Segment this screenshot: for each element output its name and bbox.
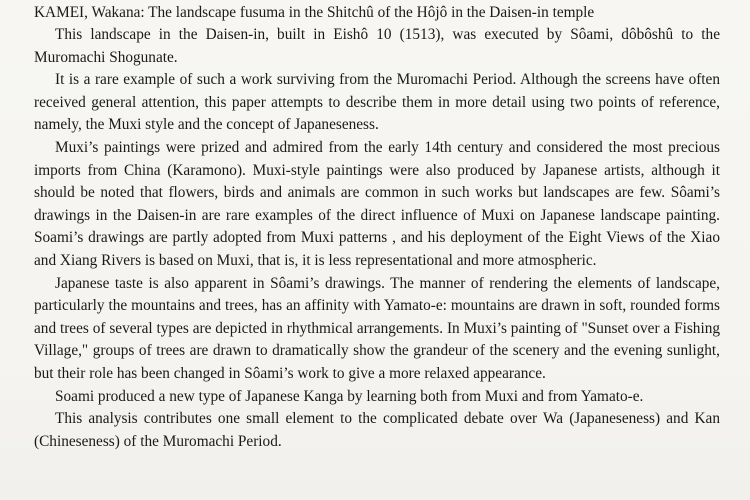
paragraph-5: Soami produced a new type of Japanese Kanga by learning both from Muxi and from Yamato-e.	[55, 387, 644, 405]
article-heading: KAMEI, Wakana: The landscape fusuma in the Shitchû of the Hôjô in the Daisen-in temple	[34, 4, 595, 21]
paragraph-4: Japanese taste is also apparent in Sôami’s drawings. The manner of rendering the elements of landscape, particularly the mountains and trees, has an affinity with Yamato-e: mountains are drawn in soft, rounded forms and trees of several types are depicted in rhythmical arrangements. In Muxi’s painting of "Sunset over a Fishing Village," groups of trees are drawn to dramatically show the grandeur of the scenery and the evening sunlight, but their role has been changed in Sôami’s work to give a more relaxed appearance.	[34, 274, 720, 382]
paragraph-1: This landscape in the Daisen-in, built in Eishô 10 (1513), was executed by Sôami, dôbôshû to the Muromachi Shogunate.	[34, 26, 720, 66]
paragraph-6: This analysis contributes one small element to the complicated debate over Wa (Japaneseness) and Kan (Chineseness) of the Muromachi Period.	[34, 410, 720, 450]
paragraph-2: It is a rare example of such a work surviving from the Muromachi Period. Although the screens have often received general attention, this paper attempts to describe them in more detail using two points of reference, namely, the Muxi style and the concept of Japaneseness.	[34, 71, 720, 134]
paragraph-3: Muxi’s paintings were prized and admired from the early 14th century and considered the most precious imports from China (Karamono). Muxi-style paintings were also produced by Japanese artists, although it should be noted that flowers, birds and animals are common in such works but landscapes are few. Sôami’s drawings in the Daisen-in are rare examples of the direct influence of Muxi on Japanese landscape painting. Soami’s drawings are partly adopted from Muxi patterns , and his deployment of the Eight Views of the Xiao and Xiang Rivers is based on Muxi, that is, it is less representational and more atmospheric.	[34, 138, 720, 269]
